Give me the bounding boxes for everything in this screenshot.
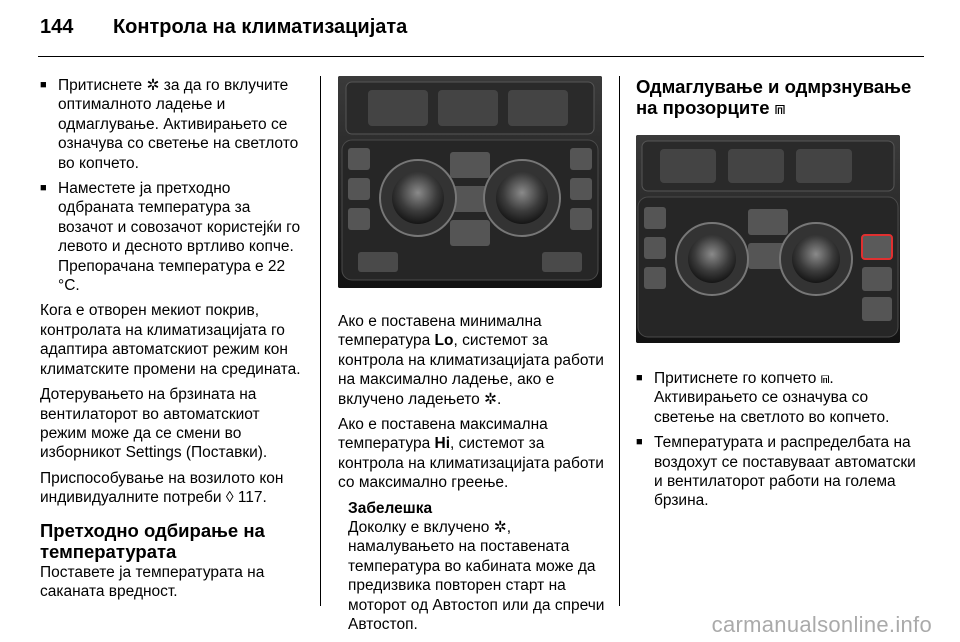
reference-arrow-icon: ◊ xyxy=(225,489,234,507)
paragraph-text: Ако е поставена минимална температура xyxy=(338,313,542,350)
note-text-part: Доколку е вклучено xyxy=(348,519,494,537)
section-heading xyxy=(636,76,926,118)
defrost-panel-photo xyxy=(636,135,900,343)
bullet-item xyxy=(636,369,926,427)
windshield-defrost-icon: ⩎ xyxy=(774,97,786,118)
windshield-defrost-icon: ⩎ xyxy=(820,370,830,387)
bullet-text: Притиснете го копчето xyxy=(654,370,821,387)
climate-panel-photo xyxy=(338,76,602,288)
section-heading: Претходно одбирање на температурата xyxy=(40,519,265,562)
paragraph xyxy=(40,469,305,508)
paragraph-text: , системот за контрола на климатизацијата работи со максимално греење. xyxy=(338,435,604,492)
bullet-item: ■ Температурата и распределбата на воздохут се поставуваат автоматски и вентилаторот работи на голема брзина. xyxy=(636,433,926,511)
snowflake-icon: ✲ xyxy=(493,519,507,537)
climate-panel-illustration xyxy=(338,76,602,288)
page-title: Контрола на климатизацијата xyxy=(112,16,408,38)
note-text xyxy=(348,518,608,634)
bullet-list-3 xyxy=(636,369,926,511)
heading-text: Одмаглување и одмрзнување на прозорците xyxy=(636,76,912,118)
paragraph xyxy=(338,312,608,409)
page-header xyxy=(40,16,407,39)
paragraph-text: Приспособување на возилото кон индивидуалните потреби xyxy=(40,469,284,507)
paragraph: Дотерувањето на брзината на вентилаторот во автоматскиот режим може да се смени во изборникот Settings (Поставки). xyxy=(40,386,268,462)
paragraph: Кога е отворен мекиот покрив, контролата на климатизацијата го адаптира автоматскиот режим кон климатските промени на средината. xyxy=(40,302,301,378)
paragraph: Поставете ја температурата на саканата вредност. xyxy=(40,563,265,600)
page-number: 144 xyxy=(40,16,74,38)
setting-lo: Lo xyxy=(434,332,454,350)
paragraph-text: . xyxy=(497,390,502,408)
paragraph xyxy=(338,415,608,493)
paragraph-text: , системот за контрола на климатизацијата работи на максимално ладење, ако е вклучено ладењето xyxy=(338,332,604,408)
note-title: Забелешка xyxy=(348,499,433,517)
column-divider-2 xyxy=(619,76,620,606)
bullet-list-1 xyxy=(40,76,305,295)
defrost-panel-illustration xyxy=(636,135,900,343)
column-3 xyxy=(636,76,926,517)
bullet-item: ■ Притиснете ✲ за да го вклучите оптималното ладење и одмаглување. Активирањето се означува со светење на светлото во копчето. xyxy=(40,76,305,173)
page-reference[interactable]: 117. xyxy=(233,489,267,507)
setting-hi: Hi xyxy=(434,435,451,453)
watermark: carmanualsonline.info xyxy=(711,612,932,637)
bullet-item: ■ Наместете ја претходно одбраната температура за возачот и совозачот користејќи го левото и десното вртливо копче. Препорачана температура е 22 °C. xyxy=(40,179,305,295)
column-divider-1 xyxy=(320,76,321,606)
bullet-text: . Активирањето се означува со светење на светлото во копчето. xyxy=(654,370,890,426)
column-1 xyxy=(40,76,305,607)
paragraph-text: Ако е поставена максимална температура xyxy=(338,416,548,453)
column-2 xyxy=(338,76,608,635)
note-text-part: , намалувањето на поставената температура во кабината може да предизвика повторен старт на моторот од Автостоп или да спречи Автостоп. xyxy=(348,519,605,634)
header-rule xyxy=(38,56,924,57)
snowflake-icon: ✲ xyxy=(484,390,498,408)
note-box xyxy=(338,499,608,635)
